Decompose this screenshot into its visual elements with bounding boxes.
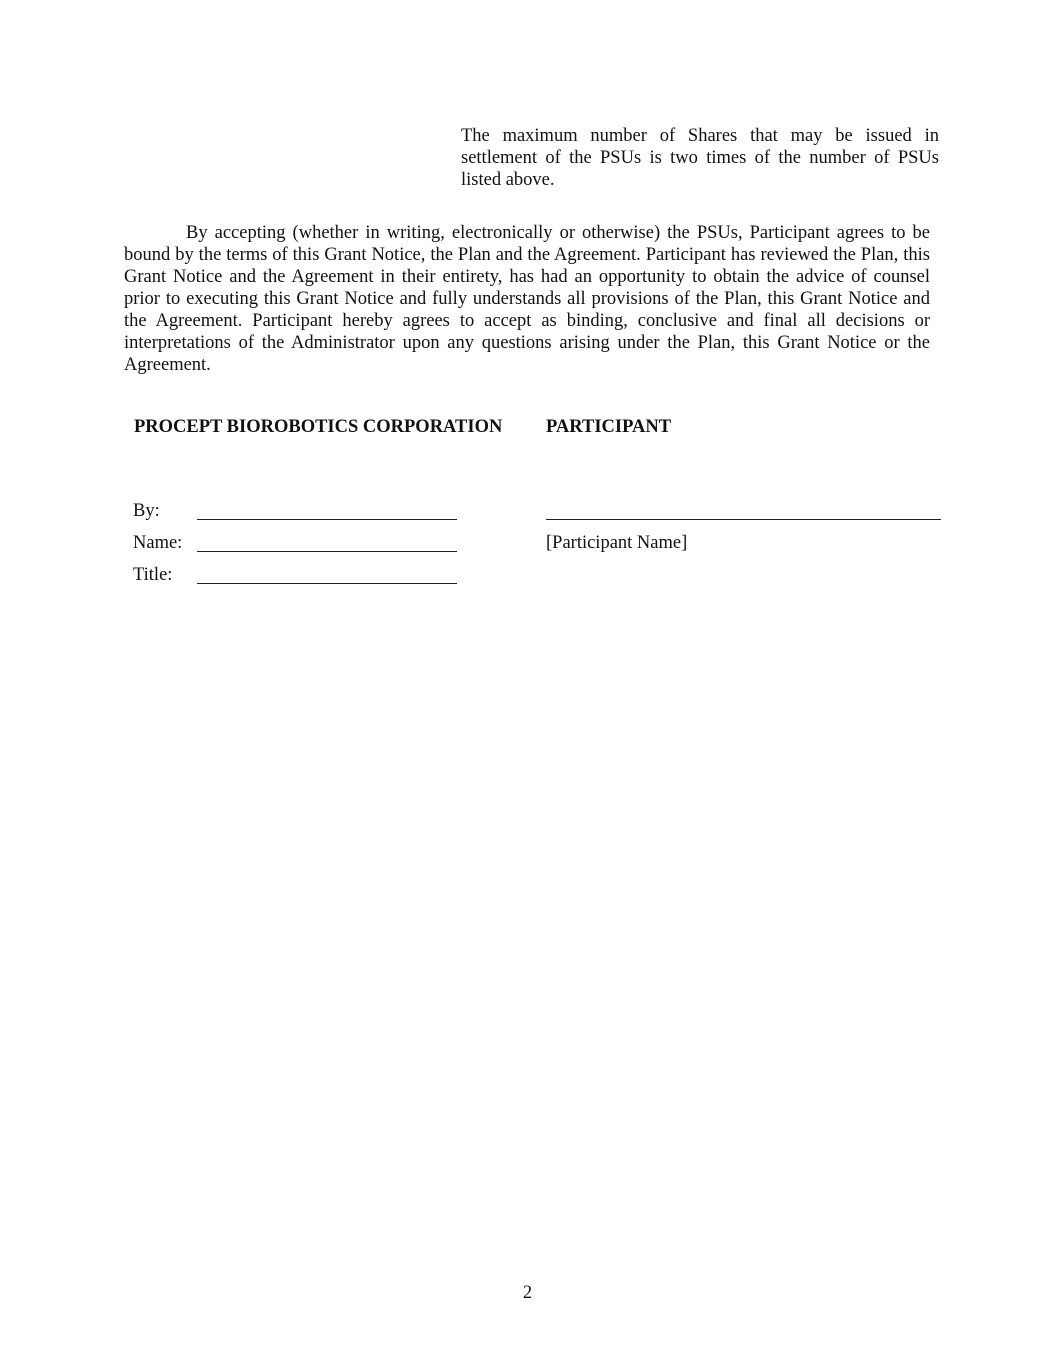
company-by-row <box>133 500 463 524</box>
company-title-row <box>133 564 463 588</box>
company-name-row <box>133 532 463 556</box>
by-signature-line <box>197 519 457 520</box>
company-signature-heading: PROCEPT BIOROBOTICS CORPORATION <box>134 417 503 437</box>
name-label: Name: <box>133 533 183 553</box>
max-shares-paragraph: The maximum number of Shares that may be issued in settlement of the PSUs is two times of the number of PSUs listed above. <box>461 126 939 190</box>
by-label: By: <box>133 501 160 521</box>
participant-signature-heading: PARTICIPANT <box>546 417 672 437</box>
title-signature-line <box>197 583 457 584</box>
title-label: Title: <box>133 565 173 585</box>
participant-signature-line <box>546 519 941 520</box>
acceptance-paragraph: By accepting (whether in writing, electronically or otherwise) the PSUs, Participant agrees to be bound by the terms of this Grant Notice, the Plan and the Agreement. Participant has reviewed the Plan, this Grant Notice and the Agreement in their entirety, has had an opportunity to obtain the advice of counsel prior to executing this Grant Notice and fully understands all provisions of the Plan, this Grant Notice and the Agreement. Participant hereby agrees to accept as binding, conclusive and final all decisions or interpretations of the Administrator upon any questions arising under the Plan, this Grant Notice or the Agreement. <box>124 223 930 375</box>
name-signature-line <box>197 551 457 552</box>
page-number: 2 <box>522 1283 533 1303</box>
participant-name-placeholder: [Participant Name] <box>546 533 688 553</box>
